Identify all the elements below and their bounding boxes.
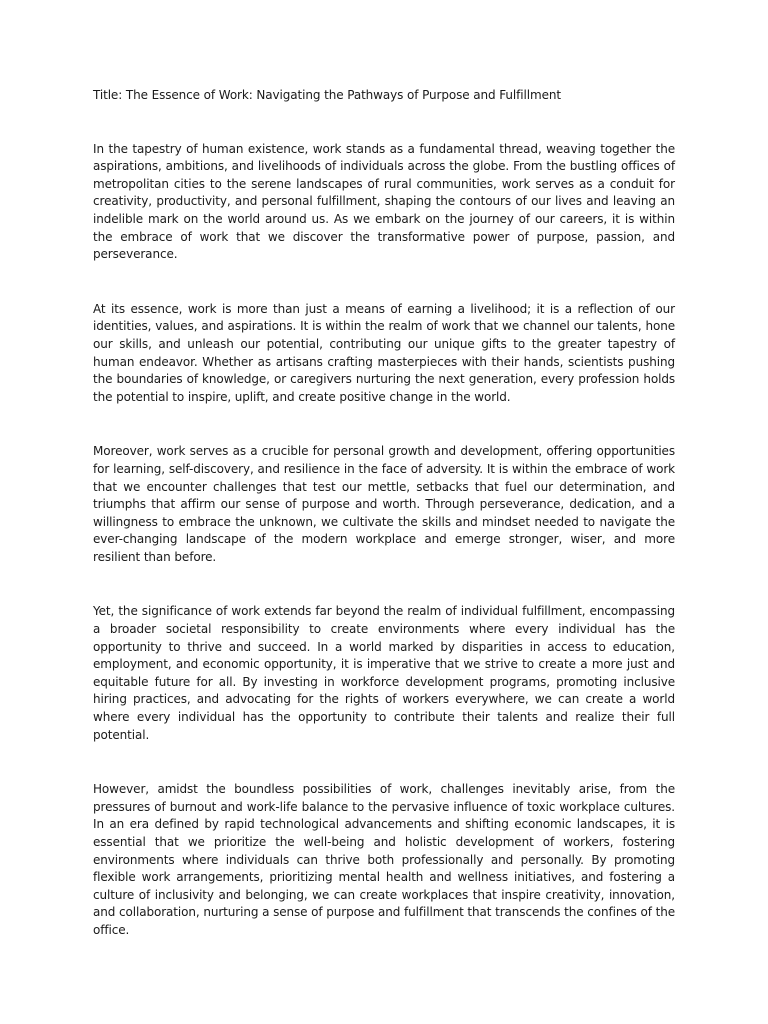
- paragraph-3: Moreover, work serves as a crucible for personal growth and development, offering opportunities for learning, self-discovery, and resilience in the face of adversity. It is within the embrace of work that we encounter challenges that test our mettle, setbacks that fuel our determination, and triumphs that affirm our sense of purpose and worth. Through perseverance, dedication, and a willingness to embrace the unknown, we cultivate the skills and mindset needed to navigate the ever-changing landscape of the modern workplace and emerge stronger, wiser, and more resilient than before.: [93, 444, 675, 564]
- document-title: Title: The Essence of Work: Navigating the Pathways of Purpose and Fulfillment: [93, 88, 561, 102]
- paragraph-2: At its essence, work is more than just a means of earning a livelihood; it is a reflection of our identities, values, and aspirations. It is within the realm of work that we channel our talents, hone our skills, and unleash our potential, contributing our unique gifts to the greater tapestry of human endeavor. Whether as artisans crafting masterpieces with their hands, scientists pushing the boundaries of knowledge, or caregivers nurturing the next generation, every profession holds the potential to inspire, uplift, and create positive change in the world.: [93, 301, 675, 404]
- document-page: [93, 87, 675, 940]
- paragraph-1: In the tapestry of human existence, work stands as a fundamental thread, weaving together the aspirations, ambitions, and livelihoods of individuals across the globe. From the bustling offices of metropolitan cities to the serene landscapes of rural communities, work serves as a conduit for creativity, productivity, and personal fulfillment, shaping the contours of our lives and leaving an indelible mark on the world around us. As we embark on the journey of our careers, it is within the embrace of work that we discover the transformative power of purpose, passion, and perseverance.: [93, 141, 675, 262]
- paragraph-5: However, amidst the boundless possibilities of work, challenges inevitably arise, from the pressures of burnout and work-life balance to the pervasive influence of toxic workplace cultures. In an era defined by rapid technological advancements and shifting economic landscapes, it is essential that we prioritize the well-being and holistic development of workers, fostering environments where individuals can thrive both professionally and personally. By promoting flexible work arrangements, prioritizing mental health and wellness initiatives, and fostering a culture of inclusivity and belonging, we can create workplaces that inspire creativity, innovation, and collaboration, nurturing a sense of purpose and fulfillment that transcends the confines of the office.: [93, 782, 675, 937]
- paragraph-4: Yet, the significance of work extends far beyond the realm of individual fulfillment, encompassing a broader societal responsibility to create environments where every individual has the opportunity to thrive and succeed. In a world marked by disparities in access to education, employment, and economic opportunity, it is imperative that we strive to create a more just and equitable future for all. By investing in workforce development programs, promoting inclusive hiring practices, and advocating for the rights of workers everywhere, we can create a world where every individual has the opportunity to contribute their talents and realize their full potential.: [93, 604, 675, 742]
